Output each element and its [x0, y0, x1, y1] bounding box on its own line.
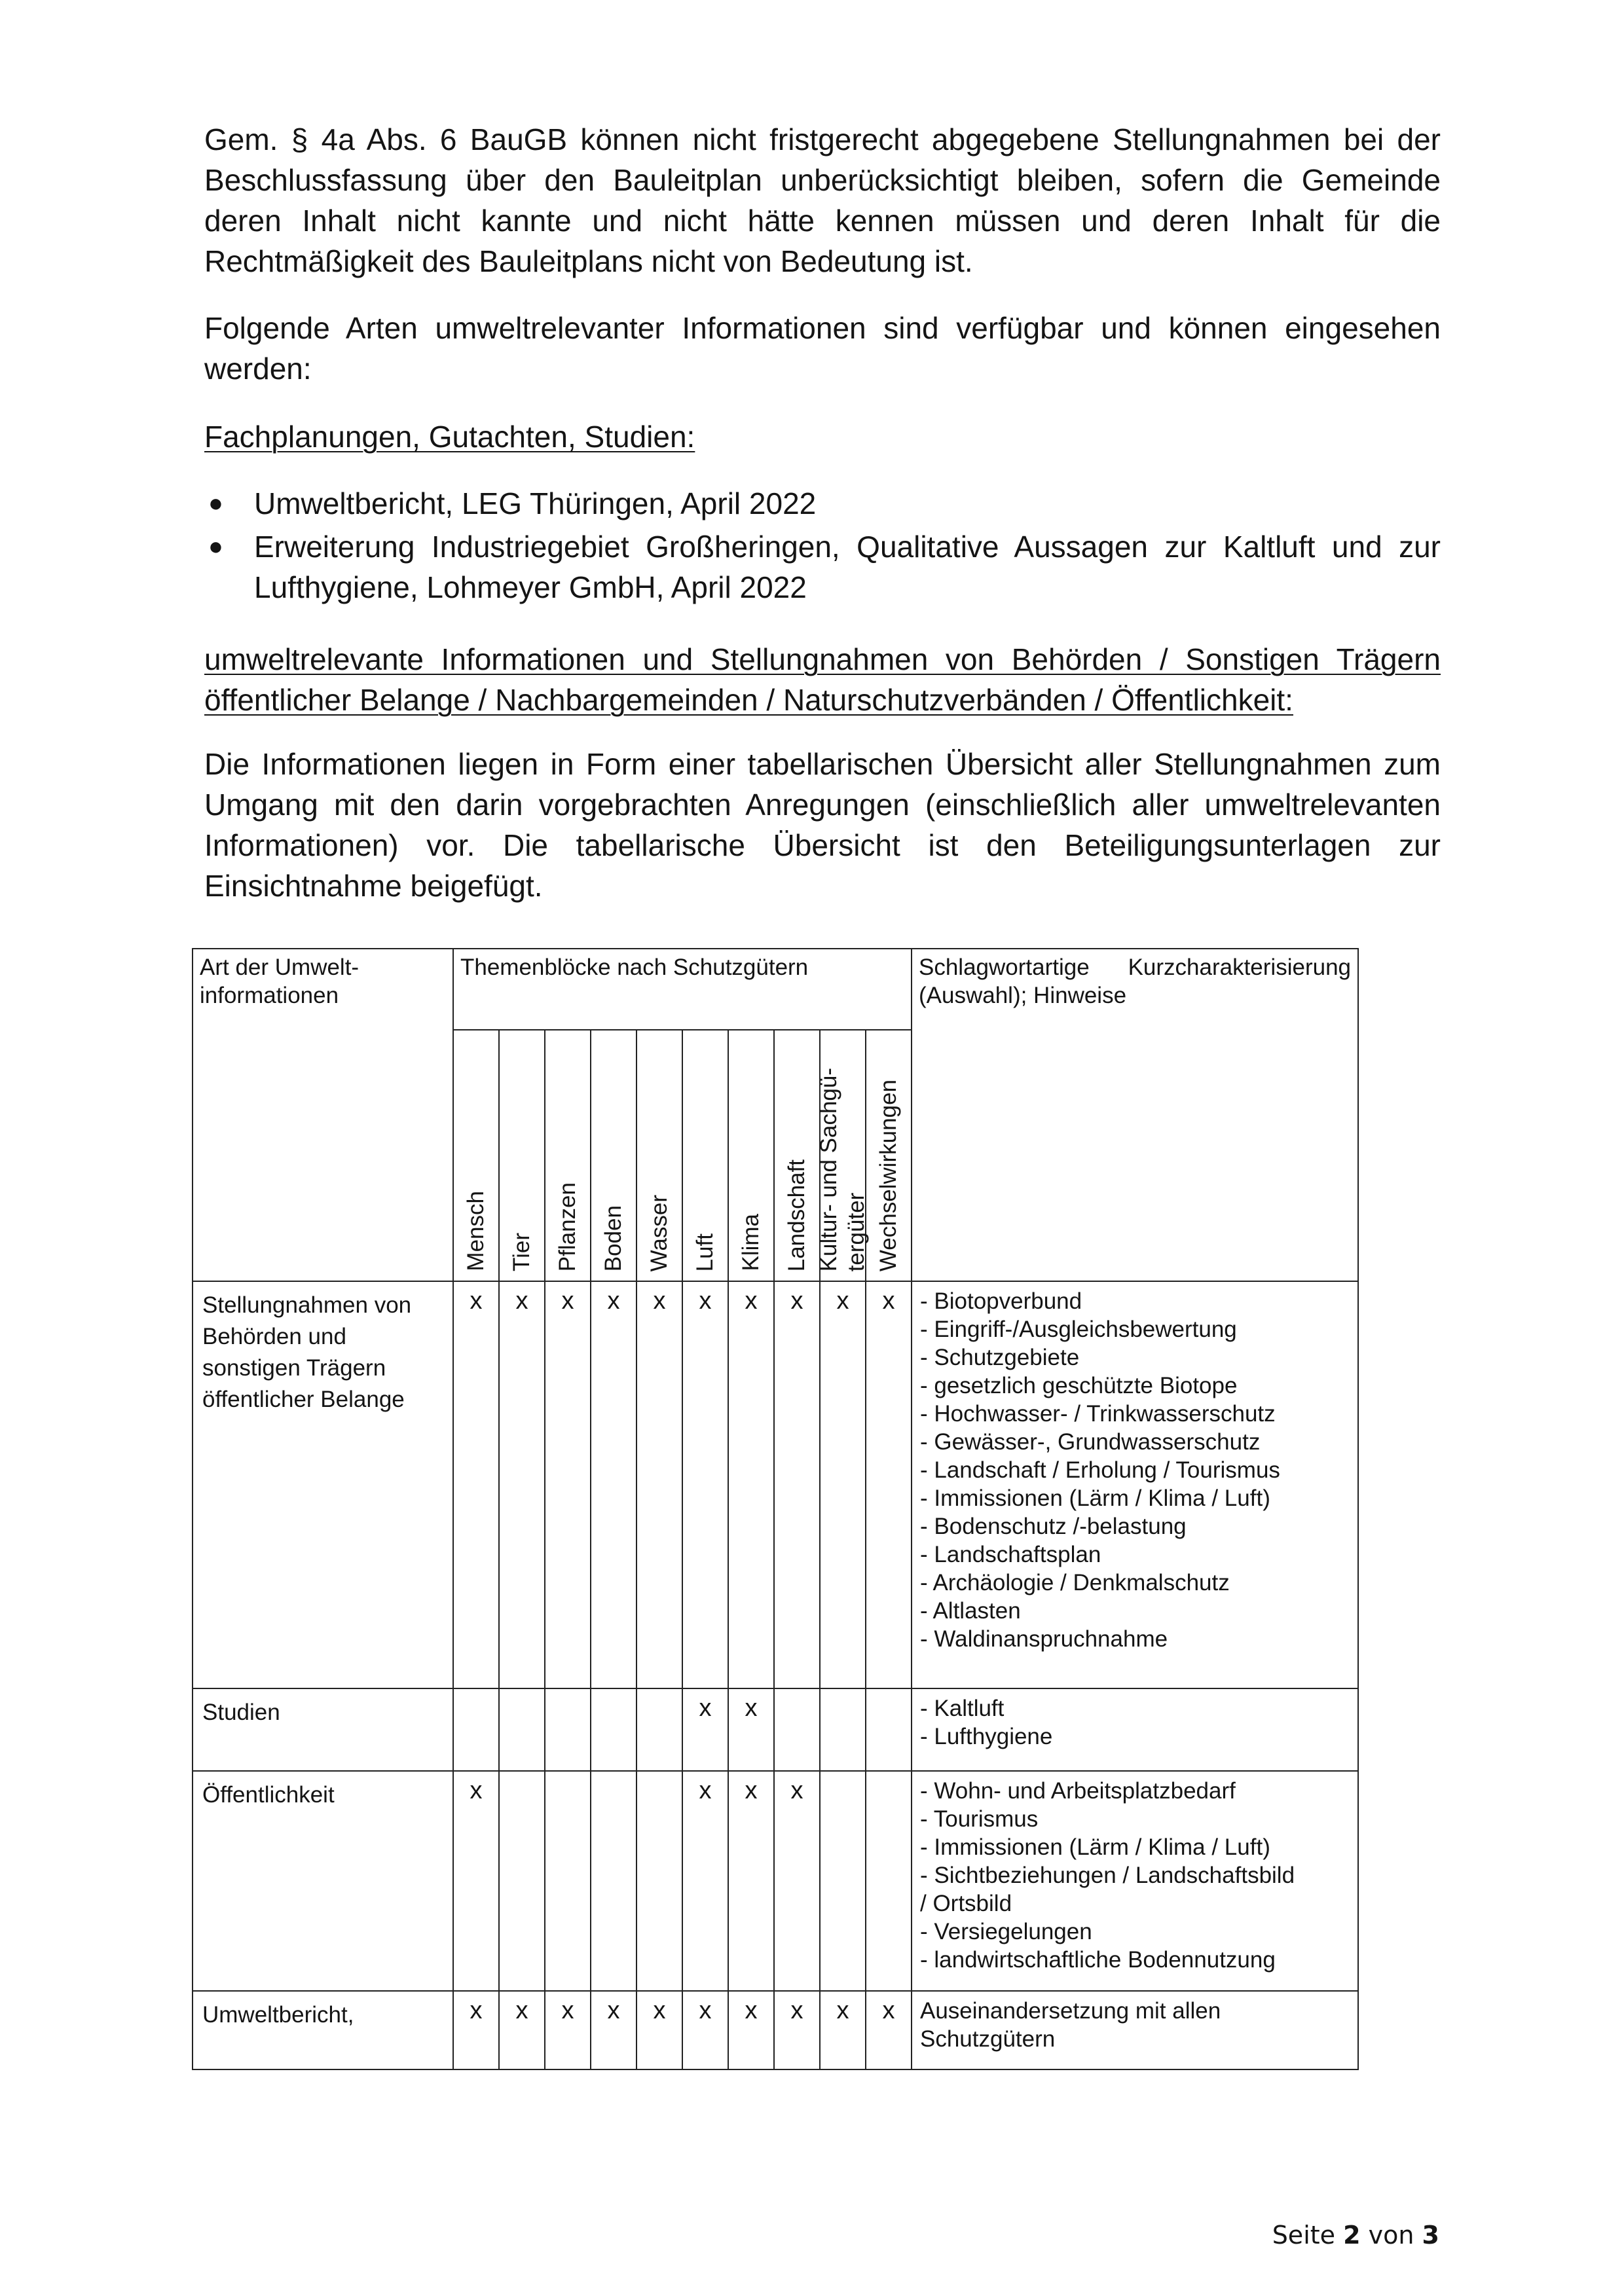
- header-art: Art der Umwelt- informationen: [193, 949, 453, 1281]
- column-header: [774, 1030, 820, 1281]
- mark-cell: [637, 1771, 682, 1991]
- hint-item: - Schutzgebiete: [920, 1345, 1080, 1370]
- hint-item: - Tourismus: [920, 1806, 1039, 1832]
- column-header-label: Luft: [692, 1233, 718, 1271]
- hint-item: / Ortsbild: [920, 1891, 1012, 1916]
- mark-cell: x: [453, 1771, 499, 1991]
- mark-cell: x: [453, 1281, 499, 1688]
- mark-cell: x: [591, 1991, 637, 2069]
- footer-page-number: 2: [1343, 2221, 1361, 2250]
- bullet-icon: ●: [208, 533, 223, 560]
- column-header-label: Landschaft: [784, 1159, 809, 1271]
- paragraph-tabular-overview: Die Informationen liegen in Form einer tabellarischen Übersicht aller Stellungnahmen zum Umgang mit den darin vorgebrachten Anregungen (einschließlich aller umweltrelevanten Informationen) vor. Die tabellarische Übersicht ist den Beteiligungsunterlagen zur Einsichtnahme beigefügt.: [204, 747, 1441, 903]
- hint-item: - Landschaftsplan: [920, 1542, 1101, 1567]
- column-header: [816, 1030, 869, 1281]
- column-header: [637, 1030, 682, 1281]
- mark-cell: x: [637, 1281, 682, 1688]
- column-header-label: Kultur- und Sachgü- tergüter: [816, 1067, 869, 1271]
- header-kurzcharakterisierung: Schlagwortartige Kurzcharakterisierung (Auswahl); Hinweise: [912, 949, 1358, 1281]
- mark-cell: x: [545, 1281, 591, 1688]
- column-header-label: Klima: [738, 1214, 764, 1271]
- hint-item: - Eingriff-/Ausgleichsbewertung: [920, 1317, 1237, 1342]
- bullet-list: [204, 483, 1441, 608]
- footer-middle: von: [1360, 2221, 1422, 2250]
- mark-cell: [820, 1771, 866, 1991]
- mark-cell: x: [682, 1991, 728, 2069]
- mark-cell: [545, 1771, 591, 1991]
- mark-cell: x: [499, 1991, 545, 2069]
- column-header-label: Tier: [509, 1233, 534, 1271]
- mark-cell: x: [728, 1281, 774, 1688]
- info-table-wrapper: [192, 948, 1359, 2070]
- hint-item: - Immissionen (Lärm / Klima / Luft): [920, 1485, 1270, 1511]
- table-row: [193, 1281, 1358, 1688]
- bullet-text: Umweltbericht, LEG Thüringen, April 2022: [254, 486, 817, 520]
- hint-item: - Waldinanspruchnahme: [920, 1626, 1168, 1652]
- hint-item: - Landschaft / Erholung / Tourismus: [920, 1457, 1280, 1483]
- mark-cell: x: [637, 1991, 682, 2069]
- mark-cell: x: [774, 1281, 820, 1688]
- mark-cell: x: [682, 1771, 728, 1991]
- heading-stellungnahmen: umweltrelevante Informationen und Stellungnahmen von Behörden / Sonstigen Trägern öffentlicher Belange / Nachbargemeinden / Naturschutzverbänden / Öffentlichkeit:: [204, 642, 1441, 717]
- bullet-text: Erweiterung Industriegebiet Großheringen, Qualitative Aussagen zur Kaltluft und zur Lufthygiene, Lohmeyer GmbH, April 2022: [254, 530, 1441, 604]
- bullet-icon: ●: [208, 490, 223, 517]
- mark-cell: x: [728, 1991, 774, 2069]
- mark-cell: [637, 1688, 682, 1771]
- info-table: [192, 948, 1359, 2070]
- hint-item: - Bodenschutz /-belastung: [920, 1514, 1187, 1539]
- hint-item: Auseinandersetzung mit allen Schutzgütern: [920, 1998, 1227, 2052]
- mark-cell: x: [774, 1991, 820, 2069]
- list-item: [204, 483, 1441, 524]
- hint-item: - Immissionen (Lärm / Klima / Luft): [920, 1834, 1270, 1860]
- column-header-label: Pflanzen: [555, 1182, 580, 1271]
- mark-cell: x: [866, 1991, 912, 2069]
- table-row: [193, 1991, 1358, 2069]
- mark-cell: x: [453, 1991, 499, 2069]
- hint-item: - Lufthygiene: [920, 1724, 1053, 1749]
- row-hints: [912, 1771, 1358, 1991]
- hint-item: - Biotopverbund: [920, 1288, 1082, 1314]
- column-header: [728, 1030, 774, 1281]
- table-header-row: [193, 949, 1358, 1030]
- mark-cell: [591, 1688, 637, 1771]
- mark-cell: x: [728, 1688, 774, 1771]
- mark-cell: x: [682, 1688, 728, 1771]
- row-label: Stellungnahmen von Behörden und sonstigen Trägern öffentlicher Belange: [193, 1281, 453, 1688]
- row-label: Umweltbericht,: [193, 1991, 453, 2069]
- mark-cell: [866, 1688, 912, 1771]
- mark-cell: x: [499, 1281, 545, 1688]
- hint-item: - Archäologie / Denkmalschutz: [920, 1570, 1230, 1595]
- mark-cell: x: [545, 1991, 591, 2069]
- mark-cell: x: [820, 1281, 866, 1688]
- hint-item: - Sichtbeziehungen / Landschaftsbild: [920, 1863, 1295, 1888]
- column-header: [453, 1030, 499, 1281]
- mark-cell: [499, 1688, 545, 1771]
- mark-cell: [866, 1771, 912, 1991]
- mark-cell: [820, 1688, 866, 1771]
- header-themenbloecke: Themenblöcke nach Schutzgütern: [453, 949, 912, 1030]
- heading-fachplanungen: Fachplanungen, Gutachten, Studien:: [204, 420, 695, 454]
- column-header-label: Wechselwirkungen: [876, 1079, 901, 1271]
- hint-item: - gesetzlich geschützte Biotope: [920, 1373, 1238, 1398]
- hint-item: - Hochwasser- / Trinkwasserschutz: [920, 1401, 1276, 1427]
- paragraph-baugb: Gem. § 4a Abs. 6 BauGB können nicht fristgerecht abgegebene Stellungnahmen bei der Beschlussfassung über den Bauleitplan unberücksichtigt bleiben, sofern die Gemeinde deren Inhalt nicht kannte und nicht hätte kennen müssen und deren Inhalt für die Rechtmäßigkeit des Bauleitplans nicht von Bedeutung ist.: [204, 122, 1441, 278]
- column-header-label: Wasser: [646, 1194, 672, 1271]
- row-hints: [912, 1281, 1358, 1688]
- mark-cell: [499, 1771, 545, 1991]
- column-header: [499, 1030, 545, 1281]
- hint-item: - Wohn- und Arbeitsplatzbedarf: [920, 1778, 1236, 1804]
- mark-cell: [591, 1771, 637, 1991]
- mark-cell: x: [820, 1991, 866, 2069]
- column-header-label: Boden: [600, 1205, 626, 1271]
- table-row: [193, 1688, 1358, 1771]
- hint-item: - Gewässer-, Grundwasserschutz: [920, 1429, 1261, 1455]
- column-header-label: Mensch: [463, 1191, 489, 1271]
- column-header: [591, 1030, 637, 1281]
- row-hints: [912, 1991, 1358, 2069]
- hint-item: - Altlasten: [920, 1598, 1021, 1624]
- mark-cell: x: [774, 1771, 820, 1991]
- row-label: Studien: [193, 1688, 453, 1771]
- mark-cell: [545, 1688, 591, 1771]
- hint-item: - Kaltluft: [920, 1696, 1005, 1721]
- list-item: [204, 526, 1441, 608]
- hint-item: - Versiegelungen: [920, 1919, 1092, 1944]
- table-row: [193, 1771, 1358, 1991]
- footer-prefix: Seite: [1272, 2221, 1344, 2250]
- mark-cell: x: [682, 1281, 728, 1688]
- footer-total-pages: 3: [1422, 2221, 1439, 2250]
- page-footer: [1272, 2221, 1439, 2250]
- mark-cell: x: [728, 1771, 774, 1991]
- paragraph-info-types: Folgende Arten umweltrelevanter Informationen sind verfügbar und können eingesehen werden:: [204, 311, 1441, 386]
- column-header: [866, 1030, 912, 1281]
- column-header: [682, 1030, 728, 1281]
- hint-item: - landwirtschaftliche Bodennutzung: [920, 1947, 1276, 1973]
- column-header: [545, 1030, 591, 1281]
- row-hints: [912, 1688, 1358, 1771]
- mark-cell: [453, 1688, 499, 1771]
- mark-cell: x: [591, 1281, 637, 1688]
- mark-cell: [774, 1688, 820, 1771]
- row-label: Öffentlichkeit: [193, 1771, 453, 1991]
- mark-cell: x: [866, 1281, 912, 1688]
